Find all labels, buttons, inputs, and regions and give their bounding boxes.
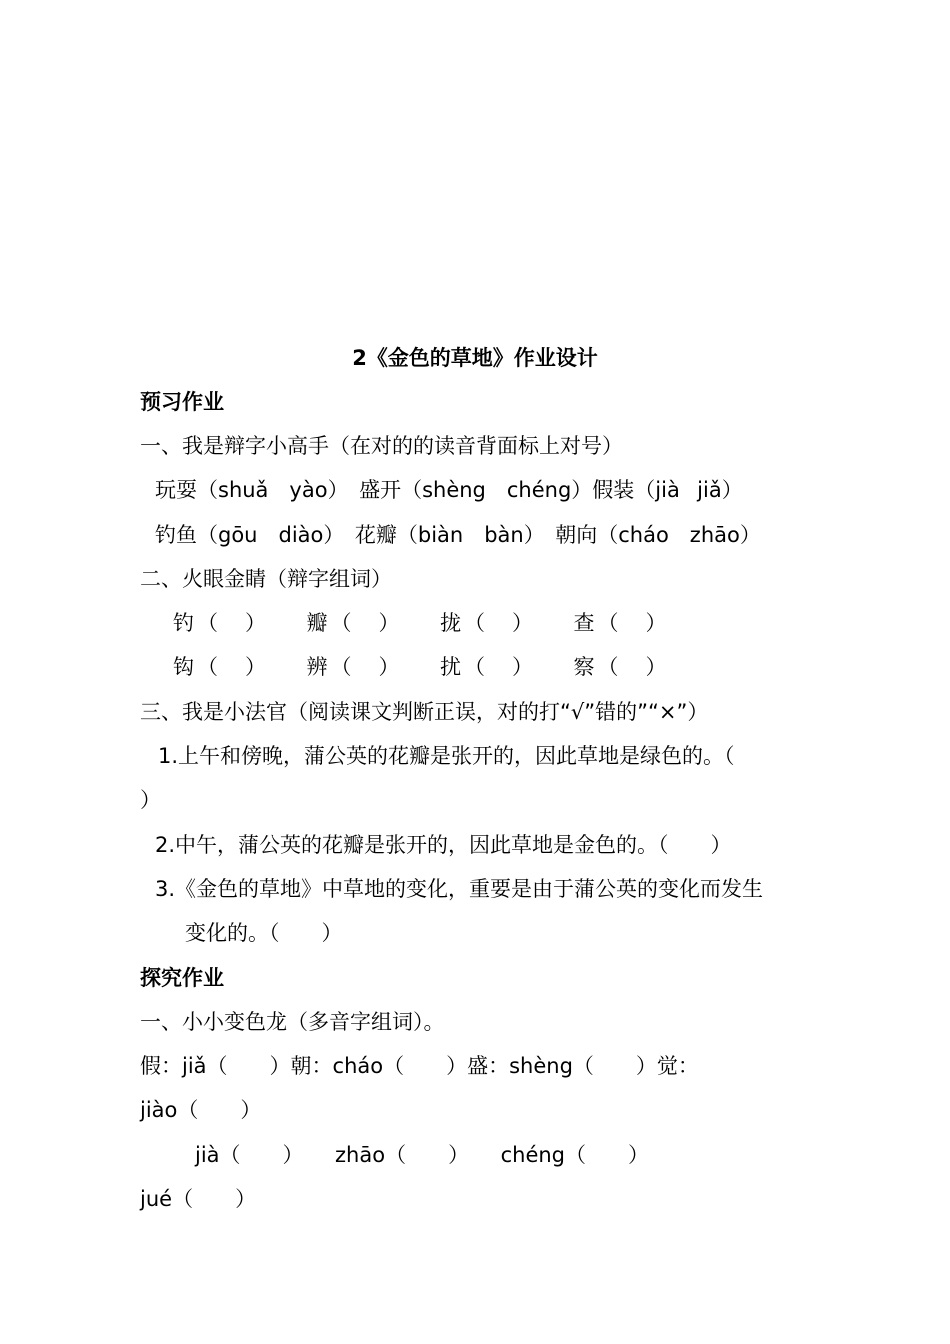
explore-question-1-row-2: jià（ ） zhāo（ ） chéng（ ）	[195, 1143, 650, 1167]
question-3-heading: 三、我是小法官（阅读课文判断正误，对的打“√”错的”“×”）	[140, 700, 709, 724]
question-1-row-1: 玩耍（shuǎ yào） 盛开（shèng chéng）假装（jià jiǎ）	[155, 478, 743, 502]
question-1-row-2: 钓鱼（gōu diào） 花瓣（biàn bàn） 朝向（cháo zhāo）	[155, 523, 761, 547]
question-3-item-3-continued: 变化的。（ ）	[185, 921, 343, 945]
question-3-item-3: 3.《金色的草地》中草地的变化，重要是由于蒲公英的变化而发生	[155, 877, 764, 901]
question-3-item-1-continued: ）	[140, 788, 161, 812]
section-heading-explore: 探究作业	[140, 966, 224, 990]
question-3-item-2: 2.中午，蒲公英的花瓣是张开的，因此草地是金色的。（ ）	[155, 833, 732, 857]
question-1-heading: 一、我是辩字小高手（在对的的读音背面标上对号）	[140, 434, 623, 458]
question-2-row-1: 钓（ ） 瓣（ ） 拢（ ） 查（ ）	[173, 611, 670, 635]
question-2-heading: 二、火眼金睛（辩字组词）	[140, 567, 392, 591]
section-heading-preview: 预习作业	[140, 390, 224, 414]
explore-question-1-heading: 一、小小变色龙（多音字组词）。	[140, 1010, 445, 1034]
explore-question-1-row-1: 假：jiǎ（ ）朝：cháo（ ）盛：shèng（ ）觉：	[140, 1054, 699, 1078]
question-3-item-1: 1.上午和傍晚，蒲公英的花瓣是张开的，因此草地是绿色的。（	[158, 744, 735, 768]
explore-question-1-row-2-continued: jué（ ）	[140, 1187, 257, 1211]
question-2-row-2: 钩（ ） 辨（ ） 扰（ ） 察（ ）	[173, 655, 670, 679]
explore-question-1-row-1-continued: jiào（ ）	[140, 1098, 262, 1122]
document-title: 2《金色的草地》作业设计	[352, 346, 598, 370]
